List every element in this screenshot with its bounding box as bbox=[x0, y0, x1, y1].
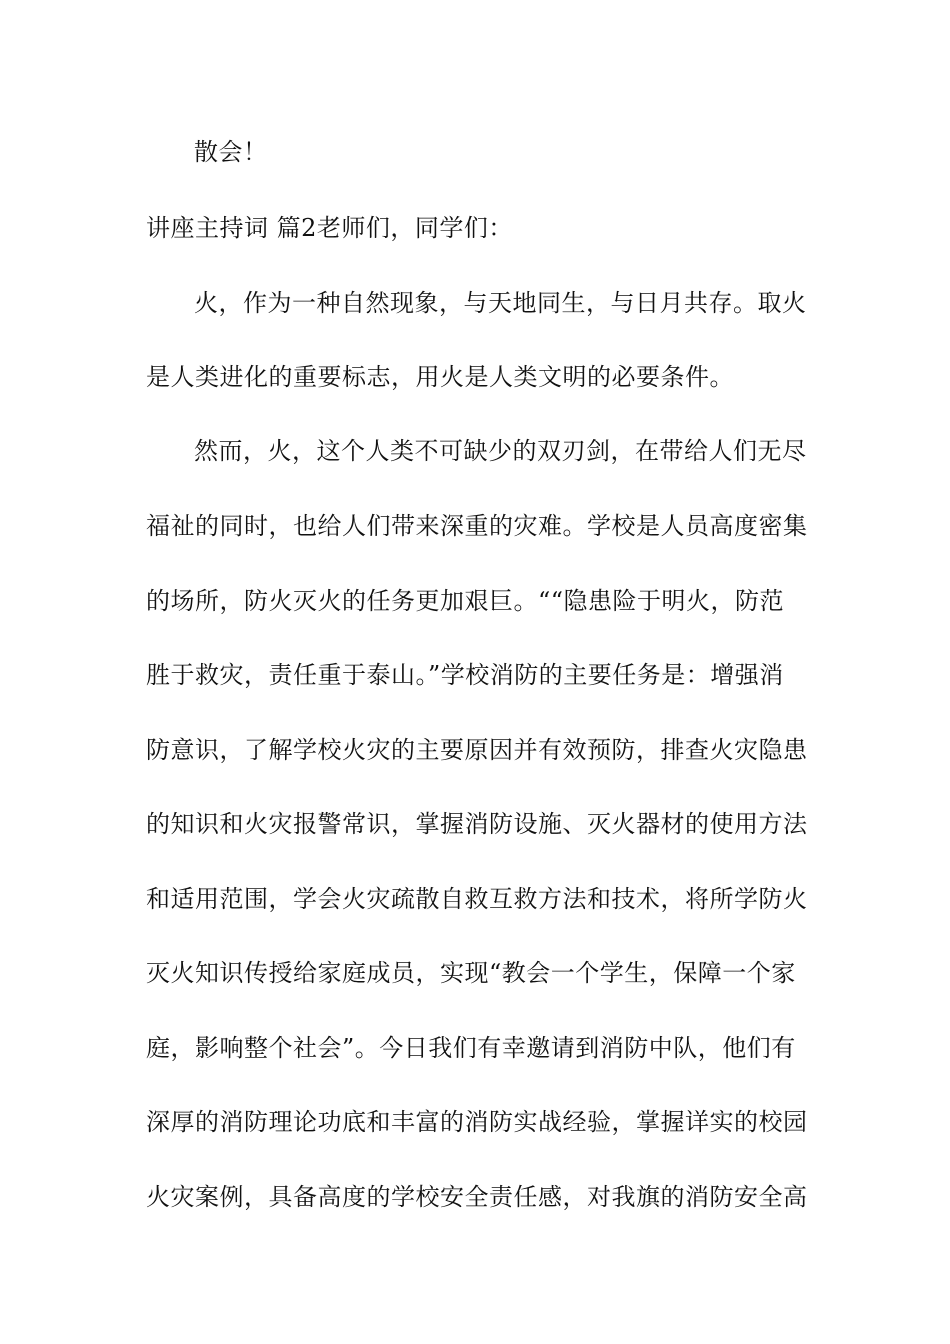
paragraph-line: 灭火知识传授给家庭成员，实现“教会一个学生，保障一个家 bbox=[146, 959, 796, 987]
paragraph-line: 然而，火，这个人类不可缺少的双刃剑，在带给人们无尽 bbox=[194, 437, 807, 465]
paragraph-line: 的知识和火灾报警常识，掌握消防设施、灭火器材的使用方法 bbox=[146, 810, 808, 838]
paragraph-line: 防意识，了解学校火灾的主要原因并有效预防，排查火灾隐患 bbox=[146, 736, 808, 764]
paragraph-line: 深厚的消防理论功底和丰富的消防实战经验，掌握详实的校园 bbox=[146, 1108, 808, 1136]
paragraph-line: 火灾案例，具备高度的学校安全责任感，对我旗的消防安全高 bbox=[146, 1183, 808, 1211]
paragraph-line: 的场所，防火灭火的任务更加艰巨。““隐患险于明火，防范 bbox=[146, 587, 785, 615]
closing-line: 散会！ bbox=[194, 138, 268, 166]
section-heading-line: 讲座主持词 篇2老师们，同学们： bbox=[146, 214, 513, 242]
paragraph-line: 胜于救灾，责任重于泰山。”学校消防的主要任务是：增强消 bbox=[146, 661, 784, 689]
paragraph-line: 火，作为一种自然现象，与天地同生，与日月共存。取火 bbox=[194, 289, 807, 317]
paragraph-line: 是人类进化的重要标志，用火是人类文明的必要条件。 bbox=[146, 363, 734, 391]
paragraph-line: 福祉的同时，也给人们带来深重的灾难。学校是人员高度密集 bbox=[146, 512, 808, 540]
paragraph-line: 和适用范围，学会火灾疏散自救互救方法和技术，将所学防火 bbox=[146, 885, 808, 913]
paragraph-line: 庭，影响整个社会”。今日我们有幸邀请到消防中队，他们有 bbox=[146, 1034, 796, 1062]
